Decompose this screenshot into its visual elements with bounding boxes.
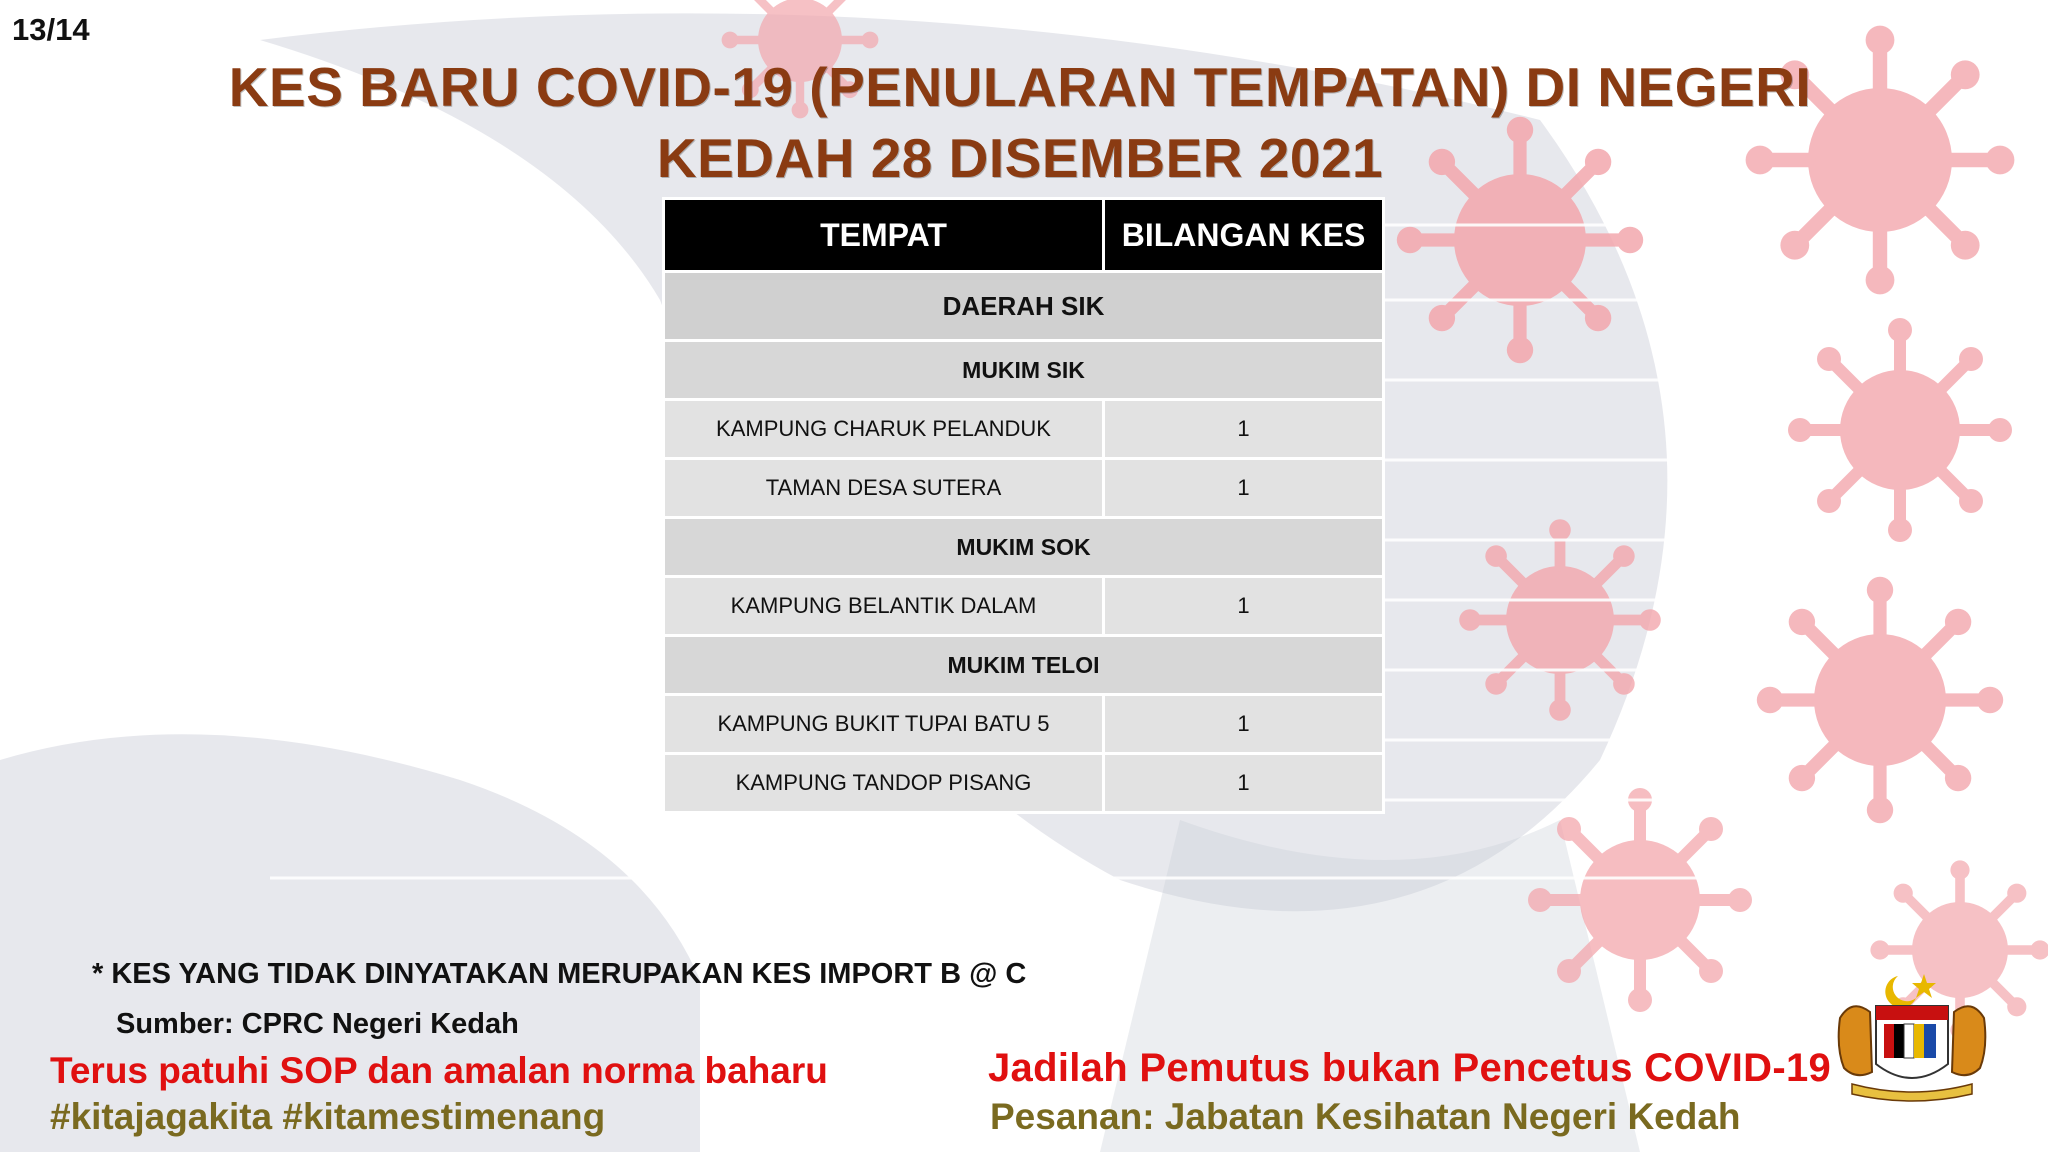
table-row: [664, 754, 1384, 813]
count-cell: 1: [1104, 695, 1384, 754]
title-line-2: KEDAH 28 DISEMBER 2021: [656, 127, 1384, 189]
sop-slogan: Terus patuhi SOP dan amalan norma baharu: [50, 1050, 828, 1091]
source-line: Sumber: CPRC Negeri Kedah: [116, 1008, 519, 1040]
place-cell: KAMPUNG BELANTIK DALAM: [664, 577, 1104, 636]
district-row: [664, 272, 1384, 341]
mukim-row: [664, 341, 1384, 400]
place-cell: KAMPUNG CHARUK PELANDUK: [664, 400, 1104, 459]
place-cell: KAMPUNG TANDOP PISANG: [664, 754, 1104, 813]
district-label: DAERAH SIK: [664, 272, 1384, 341]
hashtags: #kitajagakita #kitamestimenang: [50, 1096, 606, 1137]
title-line-1: KES BARU COVID-19 (PENULARAN TEMPATAN) DI NEGERI: [228, 56, 1812, 118]
campaign-slogan: Jadilah Pemutus bukan Pencetus COVID-19: [988, 1046, 1832, 1090]
count-cell: 1: [1104, 754, 1384, 813]
cases-table: [662, 197, 1385, 814]
footnote: * KES YANG TIDAK DINYATAKAN MERUPAKAN KES IMPORT B @ C: [92, 958, 1027, 990]
table-row: [664, 577, 1384, 636]
place-cell: KAMPUNG BUKIT TUPAI BATU 5: [664, 695, 1104, 754]
table-header-row: [664, 199, 1384, 272]
count-cell: 1: [1104, 400, 1384, 459]
table-row: [664, 695, 1384, 754]
page-title: [220, 52, 1820, 194]
mukim-row: [664, 636, 1384, 695]
count-cell: 1: [1104, 577, 1384, 636]
count-cell: 1: [1104, 459, 1384, 518]
message-credit: Pesanan: Jabatan Kesihatan Negeri Kedah: [990, 1096, 1741, 1137]
place-cell: TAMAN DESA SUTERA: [664, 459, 1104, 518]
coat-of-arms-logo: [1832, 968, 1992, 1108]
table-row: [664, 459, 1384, 518]
mukim-label: MUKIM SOK: [664, 518, 1384, 577]
header-bilangan-kes: BILANGAN KES: [1104, 199, 1384, 272]
mukim-label: MUKIM TELOI: [664, 636, 1384, 695]
mukim-label: MUKIM SIK: [664, 341, 1384, 400]
header-tempat: TEMPAT: [664, 199, 1104, 272]
page-number: 13/14: [12, 12, 90, 47]
mukim-row: [664, 518, 1384, 577]
table-row: [664, 400, 1384, 459]
